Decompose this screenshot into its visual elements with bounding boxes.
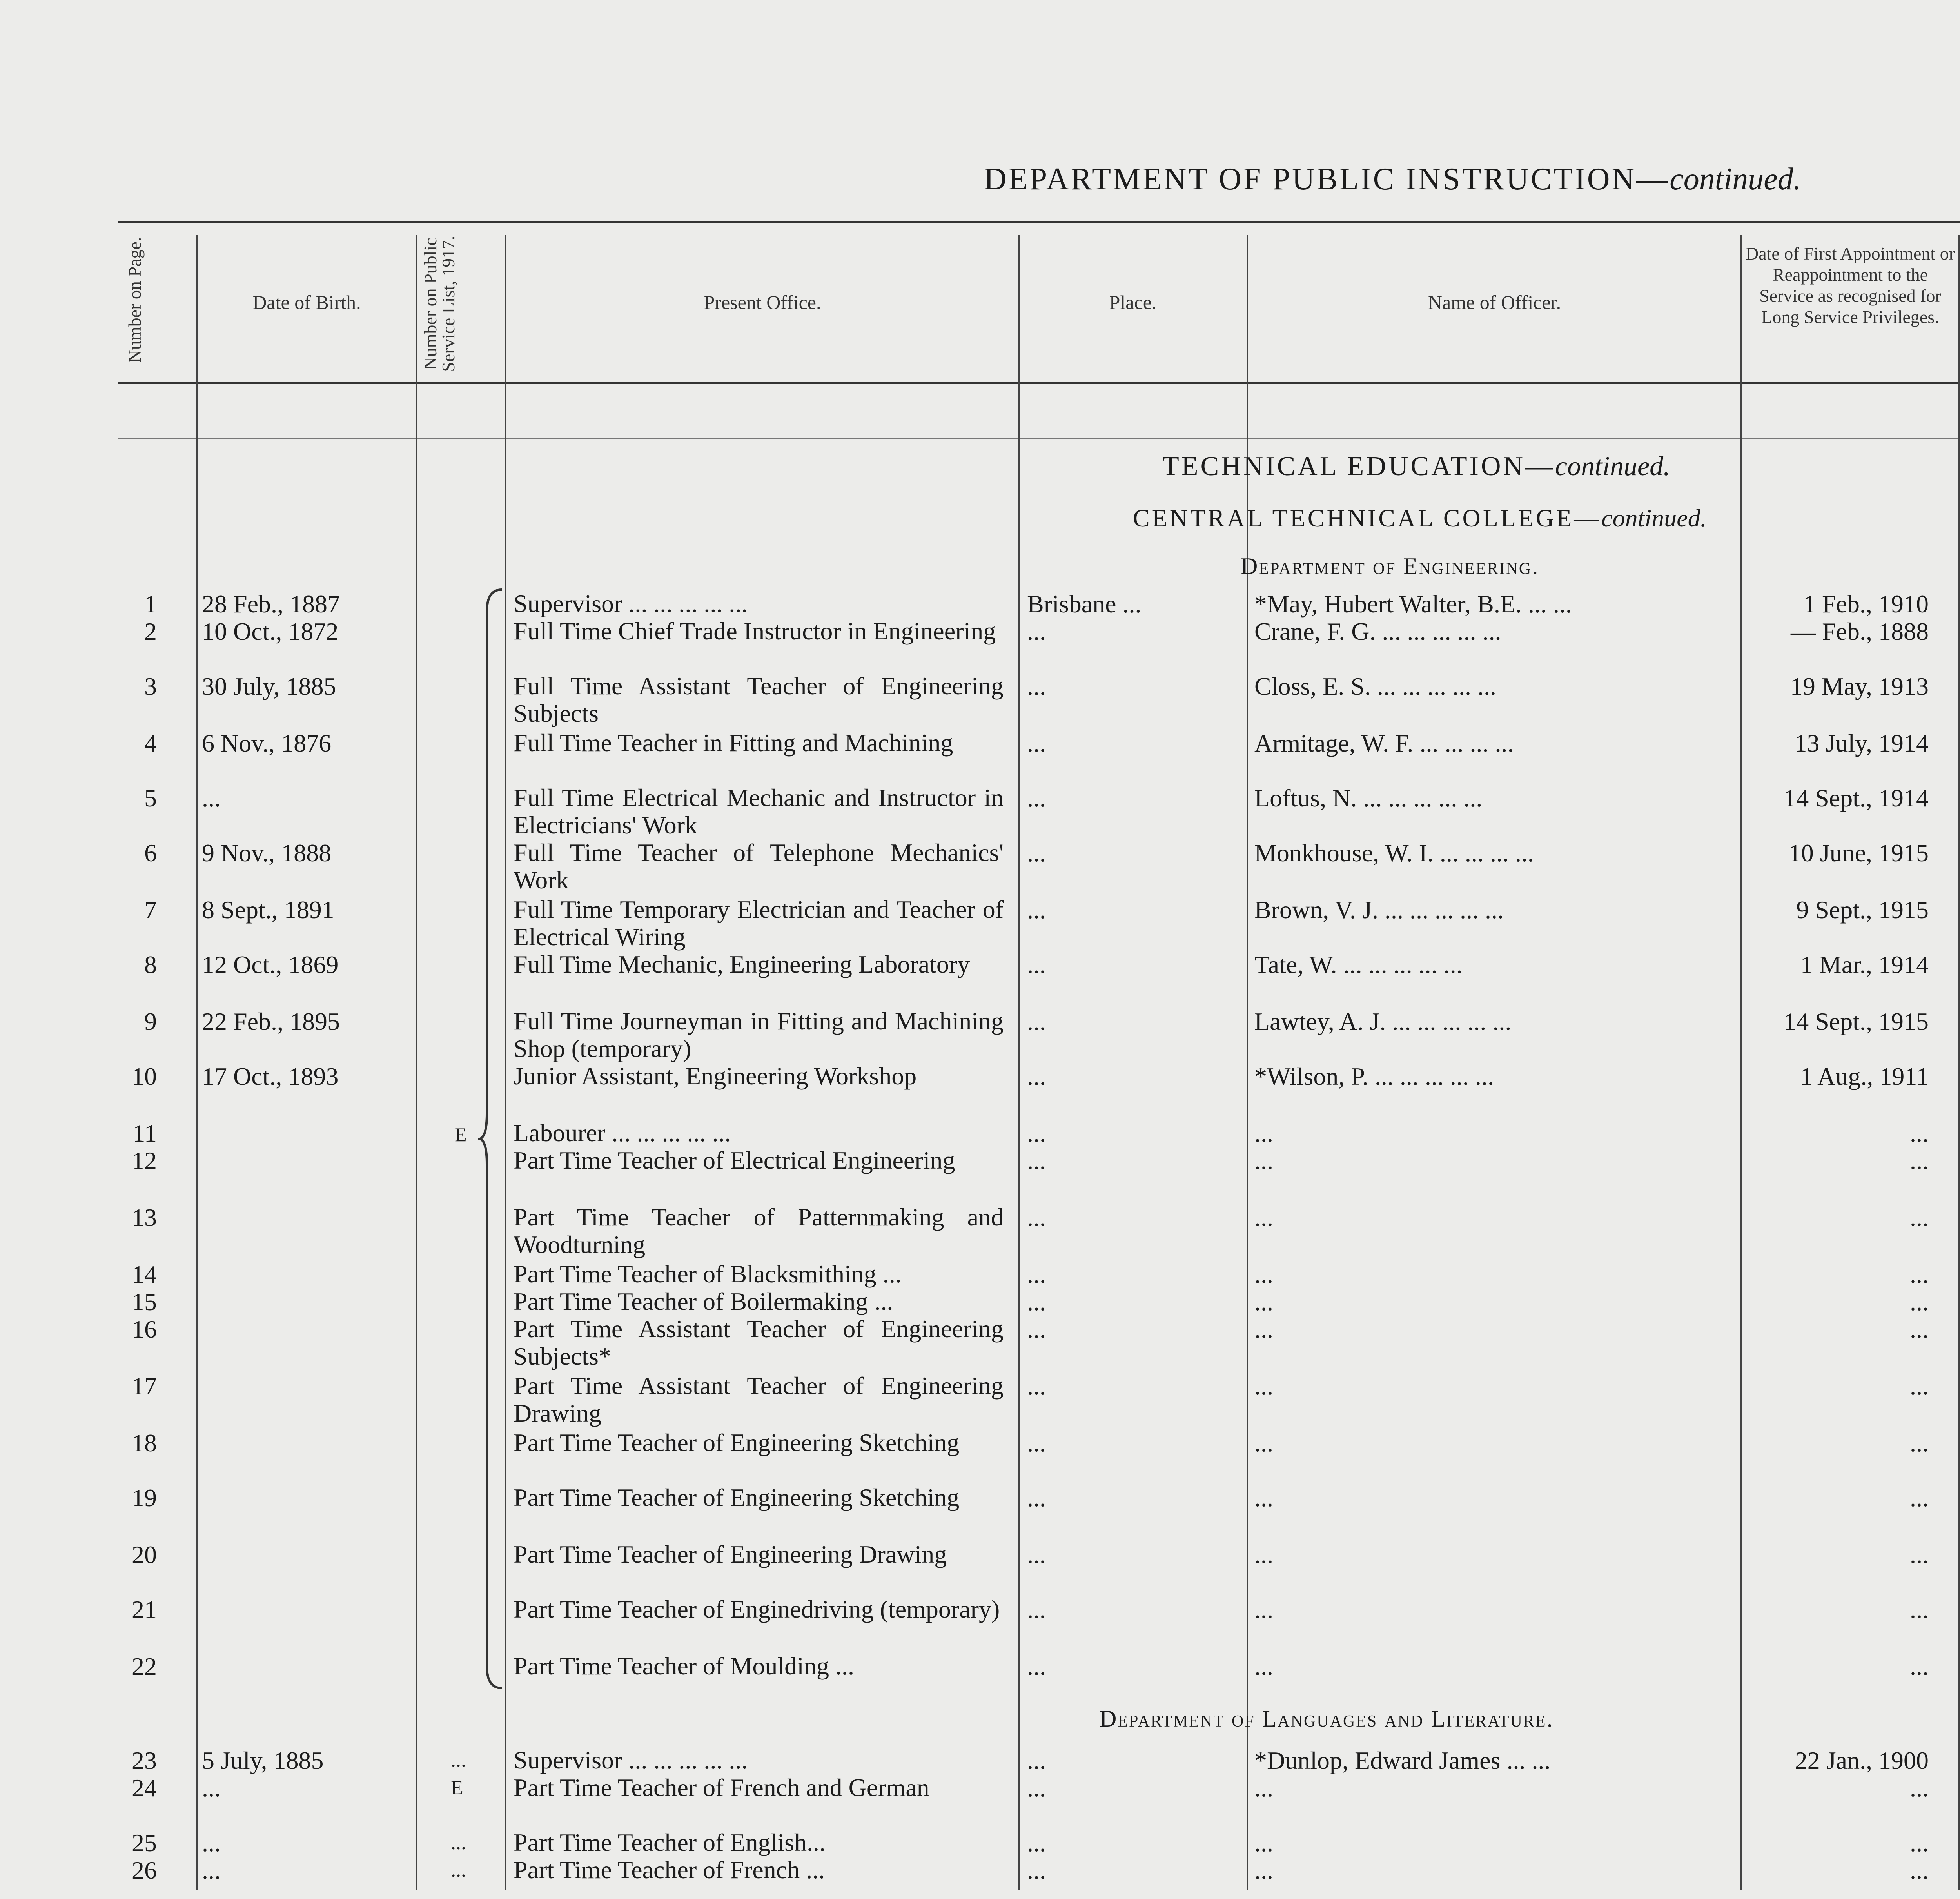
- row-ps-list: E: [451, 1777, 463, 1799]
- row-date-of-birth: 22 Feb., 1895: [202, 1008, 340, 1035]
- row-place: ...: [1027, 1829, 1046, 1857]
- row-first-appointment: ...: [1910, 1856, 1929, 1884]
- row-present-office: Full Time Journeyman in Fitting and Machining Shop (temporary): [514, 1007, 1004, 1062]
- row-first-appointment: ...: [1910, 1829, 1929, 1857]
- header-ps-list: Number on Public Service List, 1917.: [420, 236, 458, 372]
- row-present-office: Part Time Teacher of Engineering Sketching: [514, 1429, 960, 1456]
- row-officer-name: Crane, F. G. ... ... ... ... ...: [1254, 617, 1501, 645]
- row-officer-name: ...: [1254, 1147, 1273, 1175]
- row-officer-name: ...: [1254, 1315, 1273, 1343]
- row-present-office: Part Time Assistant Teacher of Engineering Drawing: [514, 1372, 1004, 1427]
- row-date-of-birth: 9 Nov., 1888: [202, 839, 332, 867]
- row-date-of-birth: 12 Oct., 1869: [202, 951, 339, 979]
- section-technical-education: [1162, 451, 1670, 482]
- row-number: 25: [132, 1829, 157, 1857]
- header-present-office: Present Office.: [704, 291, 821, 313]
- subsection-languages: Department of Languages and Literature.: [1100, 1706, 1554, 1732]
- row-place: ...: [1027, 1008, 1046, 1035]
- row-officer-name: *Dunlop, Edward James ... ...: [1254, 1746, 1551, 1774]
- row-officer-name: *Wilson, P. ... ... ... ... ...: [1254, 1062, 1494, 1090]
- row-officer-name: ...: [1254, 1372, 1273, 1400]
- subsection-engineering: Department of Engineering.: [1241, 553, 1539, 579]
- row-place: ...: [1027, 1596, 1046, 1623]
- row-officer-name: ...: [1254, 1260, 1273, 1288]
- row-present-office: Full Time Teacher of Telephone Mechanics' Work: [514, 839, 1004, 894]
- row-place: ...: [1027, 1204, 1046, 1231]
- row-present-office: Full Time Chief Trade Instructor in Engineering: [514, 617, 996, 645]
- group-brace: [478, 588, 506, 1690]
- row-officer-name: ...: [1254, 1288, 1273, 1316]
- row-first-appointment: 10 June, 1915: [1788, 839, 1929, 867]
- row-present-office: Supervisor ... ... ... ... ...: [514, 590, 748, 617]
- row-number: 18: [132, 1429, 157, 1457]
- row-place: ...: [1027, 1315, 1046, 1343]
- row-officer-name: Lawtey, A. J. ... ... ... ... ...: [1254, 1008, 1512, 1035]
- row-place: ...: [1027, 839, 1046, 867]
- row-place: ...: [1027, 1652, 1046, 1680]
- row-present-office: Part Time Teacher of Boilermaking ...: [514, 1287, 893, 1315]
- row-first-appointment: 9 Sept., 1915: [1796, 896, 1929, 924]
- row-number: 8: [144, 951, 157, 979]
- row-ps-list: ...: [451, 1749, 466, 1772]
- row-date-of-birth: 28 Feb., 1887: [202, 590, 340, 618]
- row-officer-name: Closs, E. S. ... ... ... ... ...: [1254, 672, 1496, 700]
- row-number: 15: [132, 1288, 157, 1316]
- row-number: 11: [132, 1119, 157, 1147]
- row-present-office: Full Time Teacher in Fitting and Machining: [514, 729, 953, 757]
- row-officer-name: *May, Hubert Walter, B.E. ... ...: [1254, 590, 1572, 618]
- col-rule-7: [1958, 235, 1960, 1890]
- row-officer-name: ...: [1254, 1484, 1273, 1512]
- table-top-rule: [118, 221, 1960, 223]
- row-first-appointment: ...: [1910, 1541, 1929, 1569]
- row-number: 14: [132, 1260, 157, 1288]
- col-rule-5: [1247, 235, 1248, 1890]
- row-ps-list: ...: [451, 1859, 466, 1881]
- row-number: 17: [132, 1372, 157, 1400]
- row-first-appointment: 1 Mar., 1914: [1800, 951, 1929, 979]
- row-officer-name: Brown, V. J. ... ... ... ... ...: [1254, 896, 1504, 924]
- section-technical-education-main: TECHNICAL EDUCATION—: [1162, 451, 1555, 481]
- row-date-of-birth: 5 July, 1885: [202, 1746, 324, 1774]
- row-place: ...: [1027, 1288, 1046, 1316]
- row-place: ...: [1027, 1062, 1046, 1090]
- row-first-appointment: — Feb., 1888: [1791, 617, 1929, 645]
- row-officer-name: ...: [1254, 1856, 1273, 1884]
- row-place: ...: [1027, 1372, 1046, 1400]
- row-first-appointment: ...: [1910, 1484, 1929, 1512]
- col-rule-2: [416, 235, 417, 1890]
- row-present-office: Part Time Assistant Teacher of Engineering Subjects*: [514, 1315, 1004, 1370]
- row-place: ...: [1027, 896, 1046, 924]
- page-title-main: DEPARTMENT OF PUBLIC INSTRUCTION—: [984, 162, 1670, 196]
- row-place: Brisbane ...: [1027, 590, 1142, 618]
- page-title: [984, 162, 1801, 197]
- page-title-continued: continued.: [1670, 162, 1801, 196]
- row-number: 13: [132, 1204, 157, 1231]
- row-present-office: Part Time Teacher of Blacksmithing ...: [514, 1260, 902, 1288]
- row-first-appointment: ...: [1910, 1260, 1929, 1288]
- row-number: 21: [132, 1596, 157, 1623]
- row-present-office: Supervisor ... ... ... ... ...: [514, 1746, 748, 1774]
- section-college-main: CENTRAL TECHNICAL COLLEGE—: [1133, 504, 1602, 532]
- row-first-appointment: ...: [1910, 1596, 1929, 1623]
- row-date-of-birth: ...: [202, 1829, 221, 1857]
- row-place: ...: [1027, 1484, 1046, 1512]
- row-date-of-birth: 10 Oct., 1872: [202, 617, 339, 645]
- row-place: ...: [1027, 1541, 1046, 1569]
- section-college-continued: continued.: [1601, 504, 1707, 532]
- col-rule-6: [1740, 235, 1742, 1890]
- header-date-of-birth: Date of Birth.: [252, 291, 361, 313]
- row-officer-name: ...: [1254, 1204, 1273, 1231]
- row-present-office: Part Time Teacher of Electrical Engineering: [514, 1146, 955, 1174]
- row-place: ...: [1027, 617, 1046, 645]
- col-rule-1: [196, 235, 198, 1890]
- row-number: 7: [144, 896, 157, 924]
- row-first-appointment: ...: [1910, 1652, 1929, 1680]
- row-place: ...: [1027, 951, 1046, 979]
- row-present-office: Labourer ... ... ... ... ...: [514, 1119, 731, 1147]
- row-place: ...: [1027, 1774, 1046, 1802]
- row-first-appointment: ...: [1910, 1372, 1929, 1400]
- row-officer-name: Tate, W. ... ... ... ... ...: [1254, 951, 1463, 979]
- row-officer-name: ...: [1254, 1429, 1273, 1457]
- row-first-appointment: 1 Feb., 1910: [1803, 590, 1929, 618]
- row-date-of-birth: ...: [202, 784, 221, 812]
- row-officer-name: Armitage, W. F. ... ... ... ...: [1254, 729, 1514, 757]
- row-number: 26: [132, 1856, 157, 1884]
- row-first-appointment: 13 July, 1914: [1794, 729, 1929, 757]
- row-present-office: Junior Assistant, Engineering Workshop: [514, 1062, 917, 1090]
- row-number: 2: [144, 617, 157, 645]
- row-first-appointment: ...: [1910, 1315, 1929, 1343]
- row-present-office: Part Time Teacher of French ...: [514, 1856, 825, 1884]
- header-name-of-officer: Name of Officer.: [1428, 291, 1561, 313]
- row-number: 4: [144, 729, 157, 757]
- row-present-office: Part Time Teacher of Engineering Sketching: [514, 1483, 960, 1511]
- row-number: 24: [132, 1774, 157, 1802]
- row-date-of-birth: 8 Sept., 1891: [202, 896, 334, 924]
- row-ps-list: ...: [451, 1832, 466, 1854]
- row-present-office: Part Time Teacher of French and German: [514, 1774, 929, 1801]
- row-number: 5: [144, 784, 157, 812]
- row-place: ...: [1027, 1147, 1046, 1175]
- row-first-appointment: ...: [1910, 1119, 1929, 1147]
- row-officer-name: ...: [1254, 1119, 1273, 1147]
- table-header-rule: [118, 382, 1960, 384]
- row-number: 6: [144, 839, 157, 867]
- row-officer-name: Monkhouse, W. I. ... ... ... ...: [1254, 839, 1534, 867]
- row-number: 16: [132, 1315, 157, 1343]
- row-date-of-birth: 30 July, 1885: [202, 672, 336, 700]
- row-date-of-birth: ...: [202, 1774, 221, 1802]
- group-brace-label: E: [455, 1124, 467, 1146]
- row-place: ...: [1027, 1856, 1046, 1884]
- row-first-appointment: 14 Sept., 1915: [1784, 1008, 1929, 1035]
- header-place: Place.: [1109, 291, 1157, 313]
- row-officer-name: Loftus, N. ... ... ... ... ...: [1254, 784, 1483, 812]
- row-present-office: Part Time Teacher of Moulding ...: [514, 1652, 854, 1680]
- row-number: 3: [144, 672, 157, 700]
- row-number: 20: [132, 1541, 157, 1569]
- row-number: 12: [132, 1147, 157, 1175]
- row-present-office: Part Time Teacher of Enginedriving (temporary): [514, 1595, 1000, 1623]
- row-place: ...: [1027, 1746, 1046, 1774]
- row-first-appointment: ...: [1910, 1774, 1929, 1802]
- row-officer-name: ...: [1254, 1774, 1273, 1802]
- row-number: 1: [144, 590, 157, 618]
- section-central-technical-college: [1133, 504, 1707, 533]
- row-officer-name: ...: [1254, 1829, 1273, 1857]
- row-date-of-birth: 17 Oct., 1893: [202, 1062, 339, 1090]
- row-number: 23: [132, 1746, 157, 1774]
- row-present-office: Full Time Temporary Electrician and Teacher of Electrical Wiring: [514, 895, 1004, 951]
- row-first-appointment: 22 Jan., 1900: [1795, 1746, 1929, 1774]
- section-technical-education-continued: continued.: [1555, 451, 1670, 481]
- row-officer-name: ...: [1254, 1596, 1273, 1623]
- header-first-appointment: Date of First Appointment or Reappointment to the Service as recognised for Long Service Privileges.: [1745, 243, 1955, 327]
- row-place: ...: [1027, 1260, 1046, 1288]
- row-present-office: Full Time Electrical Mechanic and Instructor in Electricians' Work: [514, 784, 1004, 839]
- row-present-office: Full Time Mechanic, Engineering Laboratory: [514, 950, 970, 978]
- row-date-of-birth: ...: [202, 1856, 221, 1884]
- row-place: ...: [1027, 784, 1046, 812]
- row-place: ...: [1027, 729, 1046, 757]
- row-officer-name: ...: [1254, 1652, 1273, 1680]
- row-first-appointment: ...: [1910, 1204, 1929, 1231]
- row-first-appointment: ...: [1910, 1147, 1929, 1175]
- row-present-office: Part Time Teacher of Engineering Drawing: [514, 1540, 947, 1568]
- row-number: 9: [144, 1008, 157, 1035]
- row-date-of-birth: 6 Nov., 1876: [202, 729, 332, 757]
- table-currency-rule: [118, 438, 1960, 439]
- row-first-appointment: 14 Sept., 1914: [1784, 784, 1929, 812]
- row-first-appointment: ...: [1910, 1288, 1929, 1316]
- row-present-office: Full Time Assistant Teacher of Engineering Subjects: [514, 672, 1004, 727]
- row-present-office: Part Time Teacher of English...: [514, 1828, 826, 1856]
- row-place: ...: [1027, 672, 1046, 700]
- row-number: 10: [132, 1062, 157, 1090]
- row-officer-name: ...: [1254, 1541, 1273, 1569]
- row-place: ...: [1027, 1119, 1046, 1147]
- row-number: 19: [132, 1484, 157, 1512]
- row-first-appointment: 1 Aug., 1911: [1800, 1062, 1929, 1090]
- header-number-on-page: Number on Page.: [125, 237, 145, 363]
- row-first-appointment: ...: [1910, 1429, 1929, 1457]
- row-place: ...: [1027, 1429, 1046, 1457]
- row-number: 22: [132, 1652, 157, 1680]
- row-first-appointment: 19 May, 1913: [1790, 672, 1929, 700]
- col-rule-4: [1018, 235, 1020, 1890]
- group-brace-path: [480, 590, 502, 1688]
- row-present-office: Part Time Teacher of Patternmaking and Woodturning: [514, 1203, 1004, 1258]
